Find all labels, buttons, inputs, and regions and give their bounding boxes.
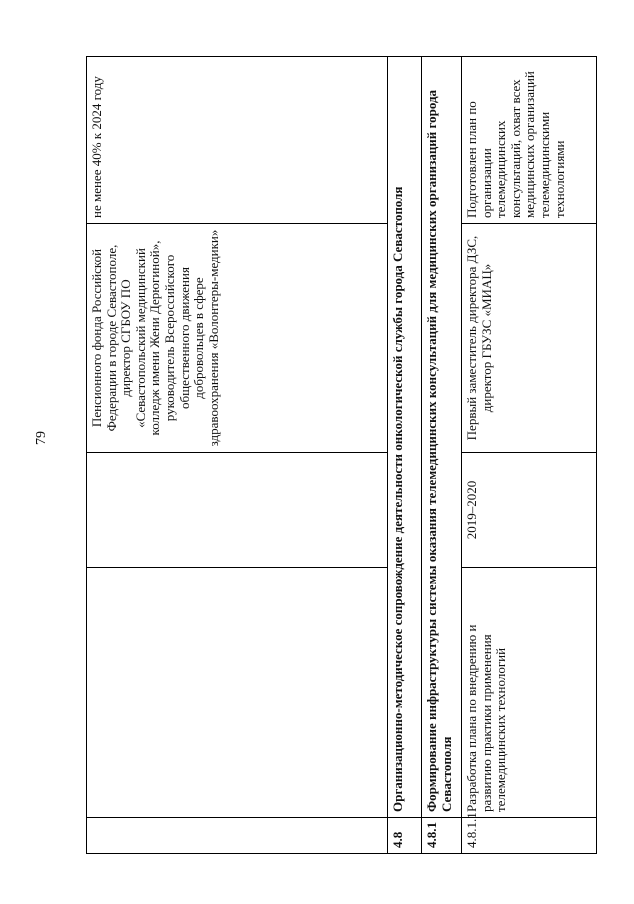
page-number: 79 — [34, 431, 49, 445]
row-number-cell — [87, 818, 388, 854]
result-cell: Подготовлен план по организации телемедицинских консультаций, охват всех медицинских организаций телемедицинскими технологиями — [462, 57, 597, 224]
section-row — [388, 57, 422, 854]
row-number-cell: 4.8.1.1 — [462, 818, 597, 854]
section-title-cell: Формирование инфраструктуры системы оказания телемедицинских консультаций для медицинских организаций города Севастополя — [422, 57, 462, 818]
section-row — [422, 57, 462, 854]
responsible-cell: Пенсионного фонда Российской Федерации в городе Севастополе, директор СГБОУ ПО «Севастопольский медицинский колледж имени Жени Дерюгиной», руководитель Всероссийского общественного движения добровольцев в сфере здравоохранения «Волонтеры-медики» — [87, 224, 388, 453]
period-cell — [87, 453, 388, 568]
table-row — [462, 57, 597, 854]
activity-cell: Разработка плана по внедрению и развитию практики применения телемедицинских технологий — [462, 568, 597, 818]
result-cell: не менее 40% к 2024 году — [87, 57, 388, 224]
rotated-table-container — [86, 57, 578, 854]
section-number-cell: 4.8 — [388, 818, 422, 854]
plan-table — [86, 56, 597, 854]
section-title-cell: Организационно-методическое сопровождение деятельности онкологической службы города Севастополя — [388, 57, 422, 818]
responsible-cell: Первый заместитель директора ДЗС, директор ГБУЗС «МИАЦ» — [462, 224, 597, 453]
period-cell: 2019–2020 — [462, 453, 597, 568]
activity-cell — [87, 568, 388, 818]
table-row — [87, 57, 388, 854]
section-number-cell: 4.8.1 — [422, 818, 462, 854]
